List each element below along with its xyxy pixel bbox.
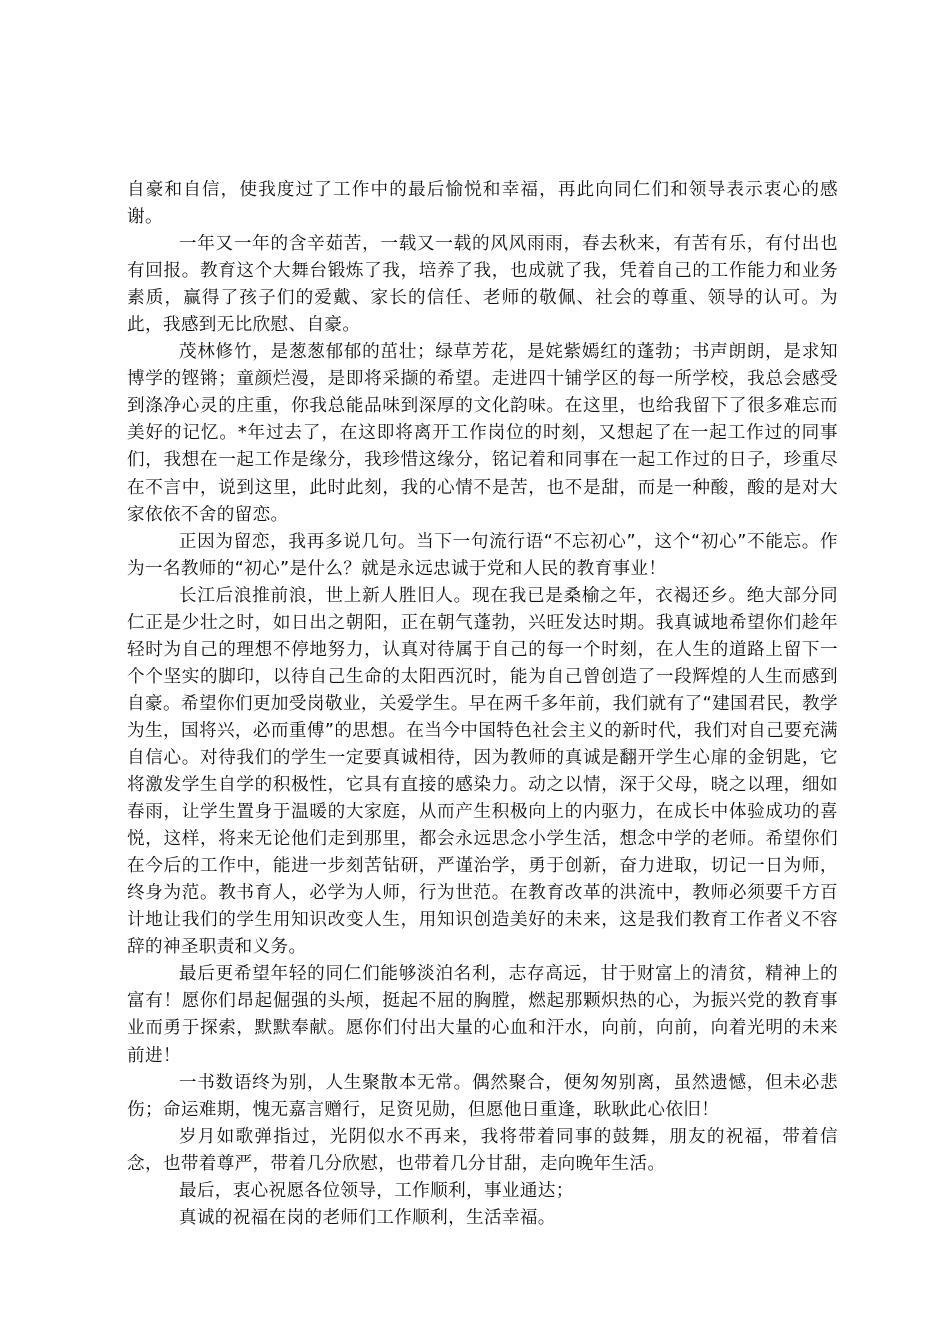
paragraph-3: 茂林修竹，是葱葱郁郁的茁壮；绿草芳花，是姹紫嫣红的蓬勃；书声朗朗，是求知博学的铿锵；童颜烂漫，是即将采撷的希望。走进四十铺学区的每一所学校，我总会感受到涤净心灵的庄重，你我总能品味到深厚的文化韵味。在这里，也给我留下了很多难忘而美好的记忆。*年过去了，在这即将离开工作岗位的时刻，又想起了在一起工作过的同事们，我想在一起工作是缘分，我珍惜这缘分，铭记着和同事在一起工作过的日子，珍重尽在不言中，说到这里，此时此刻，我的心情不是苦，也不是甜，而是一种酸，酸的是对大家依依不舍的留恋。 — [127, 342, 838, 525]
paragraph-2: 一年又一年的含辛茹苦，一载又一载的风风雨雨，春去秋来，有苦有乐，有付出也有回报。教育这个大舞台锻炼了我，培养了我，也成就了我，凭着自己的工作能力和业务素质，赢得了孩子们的爱戴、家长的信任、老师的敬佩、社会的尊重、领导的认可。为此，我感到无比欣慰、自豪。 — [127, 234, 838, 336]
paragraph-8: 岁月如歌弹指过，光阴似水不再来，我将带着同事的鼓舞，朋友的祝福，带着信念，也带着尊严，带着几分欣慰，也带着几分甘甜，走向晚年生活。 — [127, 1126, 838, 1174]
paragraph-10: 真诚的祝福在岗的老师们工作顺利，生活幸福。 — [178, 1207, 556, 1228]
paragraph-4: 正因为留恋，我再多说几句。当下一句流行语“不忘初心”，这个“初心”不能忘。作为一名教师的“初心”是什么？就是永远忠诚于党和人民的教育事业！ — [127, 531, 838, 579]
document-page — [127, 177, 838, 1232]
paragraph-6: 最后更希望年轻的同仁们能够淡泊名利，志存高远，甘于财富上的清贫，精神上的富有！愿你们昂起倔强的头颅，挺起不屈的胸膛，燃起那颗炽热的心，为振兴党的教育事业而勇于探索，默默奉献。愿你们付出大量的心血和汗水，向前，向前，向着光明的未来前进！ — [127, 964, 838, 1066]
paragraph-9: 最后，衷心祝愿各位领导，工作顺利，事业通达； — [178, 1180, 574, 1201]
paragraph-7: 一书数语终为别，人生聚散本无常。偶然聚合，便匆匆别离，虽然遗憾，但未必悲伤；命运难期，愧无嘉言赠行，足资见勋，但愿他日重逢，耿耿此心依旧！ — [127, 1072, 838, 1120]
paragraph-5: 长江后浪推前浪，世上新人胜旧人。现在我已是桑榆之年，衣褐还乡。绝大部分同仁正是少壮之时，如日出之朝阳，正在朝气蓬勃，兴旺发达时期。我真诚地希望你们趁年轻时为自己的理想不停地努力，认真对待属于自己的每一个时刻，在人生的道路上留下一个个坚实的脚印，以待自己生命的太阳西沉时，能为自己曾创造了一段辉煌的人生而感到自豪。希望你们更加受岗敬业，关爱学生。早在两千多年前，我们就有了“建国君民，教学为生，国将兴，必而重傅”的思想。在当今中国特色社会主义的新时代，我们对自己要充满自信心。对待我们的学生一定要真诚相待，因为教师的真诚是翻开学生心扉的金钥匙，它将激发学生自学的积极性，它具有直接的感染力。动之以情，深于父母，晓之以理，细如春雨，让学生置身于温暖的大家庭，从而产生积极向上的内驱力，在成长中体验成功的喜悦，这样，将来无论他们走到那里，都会永远思念小学生活，想念中学的老师。希望你们在今后的工作中，能进一步刻苦钻研，严谨治学，勇于创新，奋力进取，切记一日为师，终身为范。教书育人，必学为人师，行为世范。在教育改革的洪流中，教师必须要千方百计地让我们的学生用知识改变人生，用知识创造美好的未来，这是我们教育工作者义不容辞的神圣职责和义务。 — [127, 585, 838, 958]
paragraph-1: 自豪和自信，使我度过了工作中的最后愉悦和幸福，再此向同仁们和领导表示衷心的感谢。 — [127, 180, 838, 228]
